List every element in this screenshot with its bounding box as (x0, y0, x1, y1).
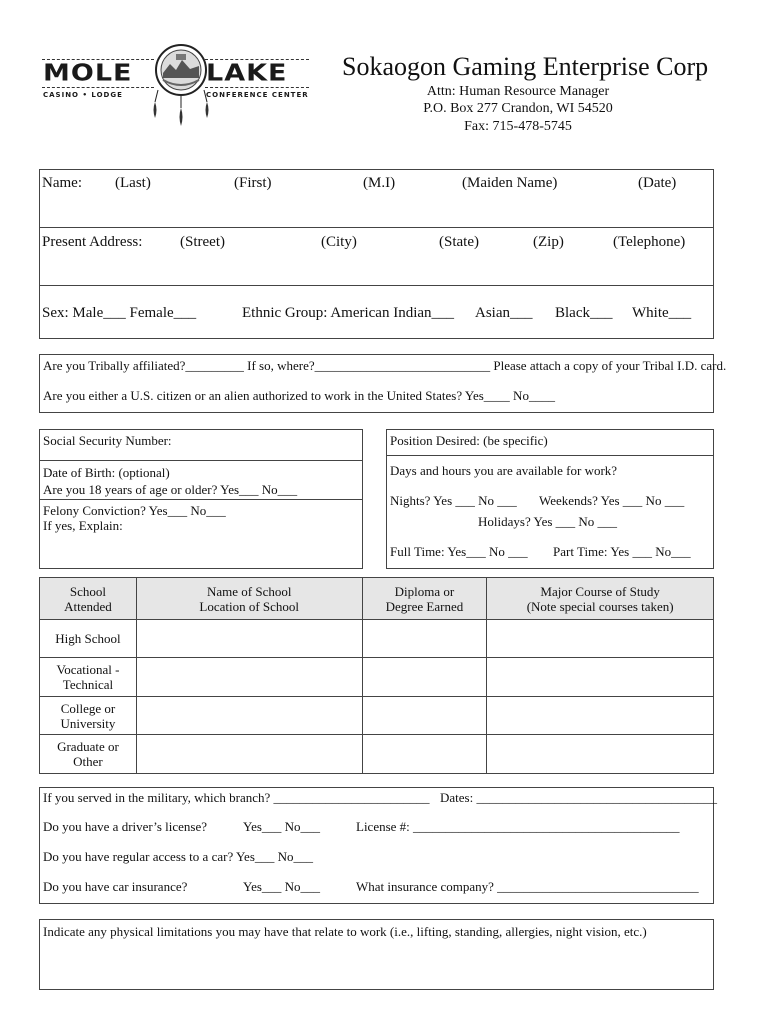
table-row (40, 620, 714, 658)
table-cell-input[interactable] (487, 697, 714, 735)
felony-question[interactable]: Felony Conviction? Yes___ No___ (43, 503, 226, 518)
divider (39, 227, 714, 228)
logo-word-mole: MOLE (43, 60, 133, 87)
table-cell-input[interactable] (136, 697, 362, 735)
name-date: (Date) (638, 175, 677, 191)
nights-field[interactable]: Nights? Yes ___ No ___ (390, 493, 517, 508)
table-cell-input[interactable] (362, 697, 487, 735)
fax-line: Fax: 715-478-5745 (464, 119, 572, 134)
license-number-field[interactable]: License #: _________________________________________ (356, 819, 680, 834)
drivers-license-yes-no[interactable]: Yes___ No___ (243, 819, 321, 834)
name-first: (First) (234, 175, 272, 191)
header-school-attended: School Attended (40, 578, 137, 620)
company-title: Sokaogon Gaming Enterprise Corp (342, 52, 709, 81)
ethnic-black-field[interactable]: Black___ (555, 305, 613, 321)
name-input[interactable] (40, 194, 712, 226)
name-maiden: (Maiden Name) (462, 175, 558, 191)
name-last: (Last) (115, 175, 151, 191)
address-state: (State) (439, 234, 479, 250)
name-mi: (M.I) (363, 175, 396, 191)
header-major-course: Major Course of Study (Note special courses taken) (487, 578, 714, 620)
row-label-high-school: High School (40, 620, 137, 658)
availability-question: Days and hours you are available for work? (390, 463, 618, 478)
holidays-field[interactable]: Holidays? Yes ___ No ___ (478, 514, 618, 529)
address-city: (City) (321, 234, 357, 250)
address-input[interactable] (40, 253, 712, 284)
citizenship-question[interactable]: Are you either a U.S. citizen or an alien authorized to work in the United States? Yes____ No____ (43, 388, 555, 403)
logo-divider (42, 87, 154, 88)
logo-word-lake: LAKE (206, 60, 288, 87)
sex-field[interactable]: Sex: Male___ Female___ (42, 305, 197, 321)
military-branch-field[interactable]: If you served in the military, which branch? ________________________ (43, 790, 430, 805)
table-cell-input[interactable] (362, 658, 487, 697)
row-label-graduate: Graduate or Other (40, 735, 137, 774)
car-insurance-question: Do you have car insurance? (43, 879, 188, 894)
table-cell-input[interactable] (487, 658, 714, 697)
table-cell-input[interactable] (136, 620, 362, 658)
dob-field[interactable]: Date of Birth: (optional) (43, 465, 170, 480)
insurance-company-field[interactable]: What insurance company? _______________________________ (356, 879, 699, 894)
header-diploma: Diploma or Degree Earned (362, 578, 487, 620)
part-time-field[interactable]: Part Time: Yes ___ No___ (553, 544, 691, 559)
divider (39, 285, 714, 286)
row-label-college: College or University (40, 697, 137, 735)
weekends-field[interactable]: Weekends? Yes ___ No ___ (539, 493, 685, 508)
felony-explain-field[interactable]: If yes, Explain: (43, 518, 123, 533)
education-table (39, 577, 714, 774)
table-cell-input[interactable] (136, 735, 362, 774)
ethnic-group-field[interactable]: Ethnic Group: American Indian___ (242, 305, 455, 321)
physical-limitations-label: Indicate any physical limitations you may have that relate to work (i.e., lifting, standing, allergies, night vision, etc.) (43, 924, 647, 939)
car-insurance-yes-no[interactable]: Yes___ No___ (243, 879, 321, 894)
table-row (40, 697, 714, 735)
tribal-affiliation-question[interactable]: Are you Tribally affiliated?_________ If so, where?___________________________ Please attach a copy of your Tribal I.D. card. (43, 358, 727, 373)
military-dates-field[interactable]: Dates: _____________________________________ (440, 790, 717, 805)
table-row (40, 735, 714, 774)
table-cell-input[interactable] (362, 620, 487, 658)
full-time-field[interactable]: Full Time: Yes___ No ___ (390, 544, 528, 559)
logo-subtitle-left: CASINO • LODGE (43, 91, 123, 99)
table-cell-input[interactable] (487, 620, 714, 658)
age-question[interactable]: Are you 18 years of age or older? Yes___ No___ (43, 482, 298, 497)
table-cell-input[interactable] (136, 658, 362, 697)
ethnic-asian-field[interactable]: Asian___ (475, 305, 533, 321)
po-box-line: P.O. Box 277 Crandon, WI 54520 (423, 101, 613, 116)
dreamcatcher-emblem-icon (150, 40, 212, 132)
divider (39, 460, 363, 461)
ethnic-white-field[interactable]: White___ (632, 305, 692, 321)
name-label: Name: (42, 175, 82, 191)
drivers-license-question: Do you have a driver’s license? (43, 819, 208, 834)
table-row (40, 658, 714, 697)
header-school-name: Name of School Location of School (136, 578, 362, 620)
address-street: (Street) (180, 234, 225, 250)
table-cell-input[interactable] (487, 735, 714, 774)
car-access-question[interactable]: Do you have regular access to a car? Yes___ No___ (43, 849, 314, 864)
ssn-field[interactable]: Social Security Number: (43, 433, 172, 448)
education-header-row (40, 578, 714, 620)
address-zip: (Zip) (533, 234, 564, 250)
divider (386, 455, 714, 456)
logo-divider (205, 87, 309, 88)
address-telephone: (Telephone) (613, 234, 686, 250)
row-label-vocational: Vocational - Technical (40, 658, 137, 697)
divider (39, 499, 363, 500)
attn-line: Attn: Human Resource Manager (426, 84, 610, 99)
logo-subtitle-right: CONFERENCE CENTER (206, 91, 309, 99)
position-desired-field[interactable]: Position Desired: (be specific) (390, 433, 548, 448)
table-cell-input[interactable] (362, 735, 487, 774)
address-label: Present Address: (42, 234, 143, 250)
